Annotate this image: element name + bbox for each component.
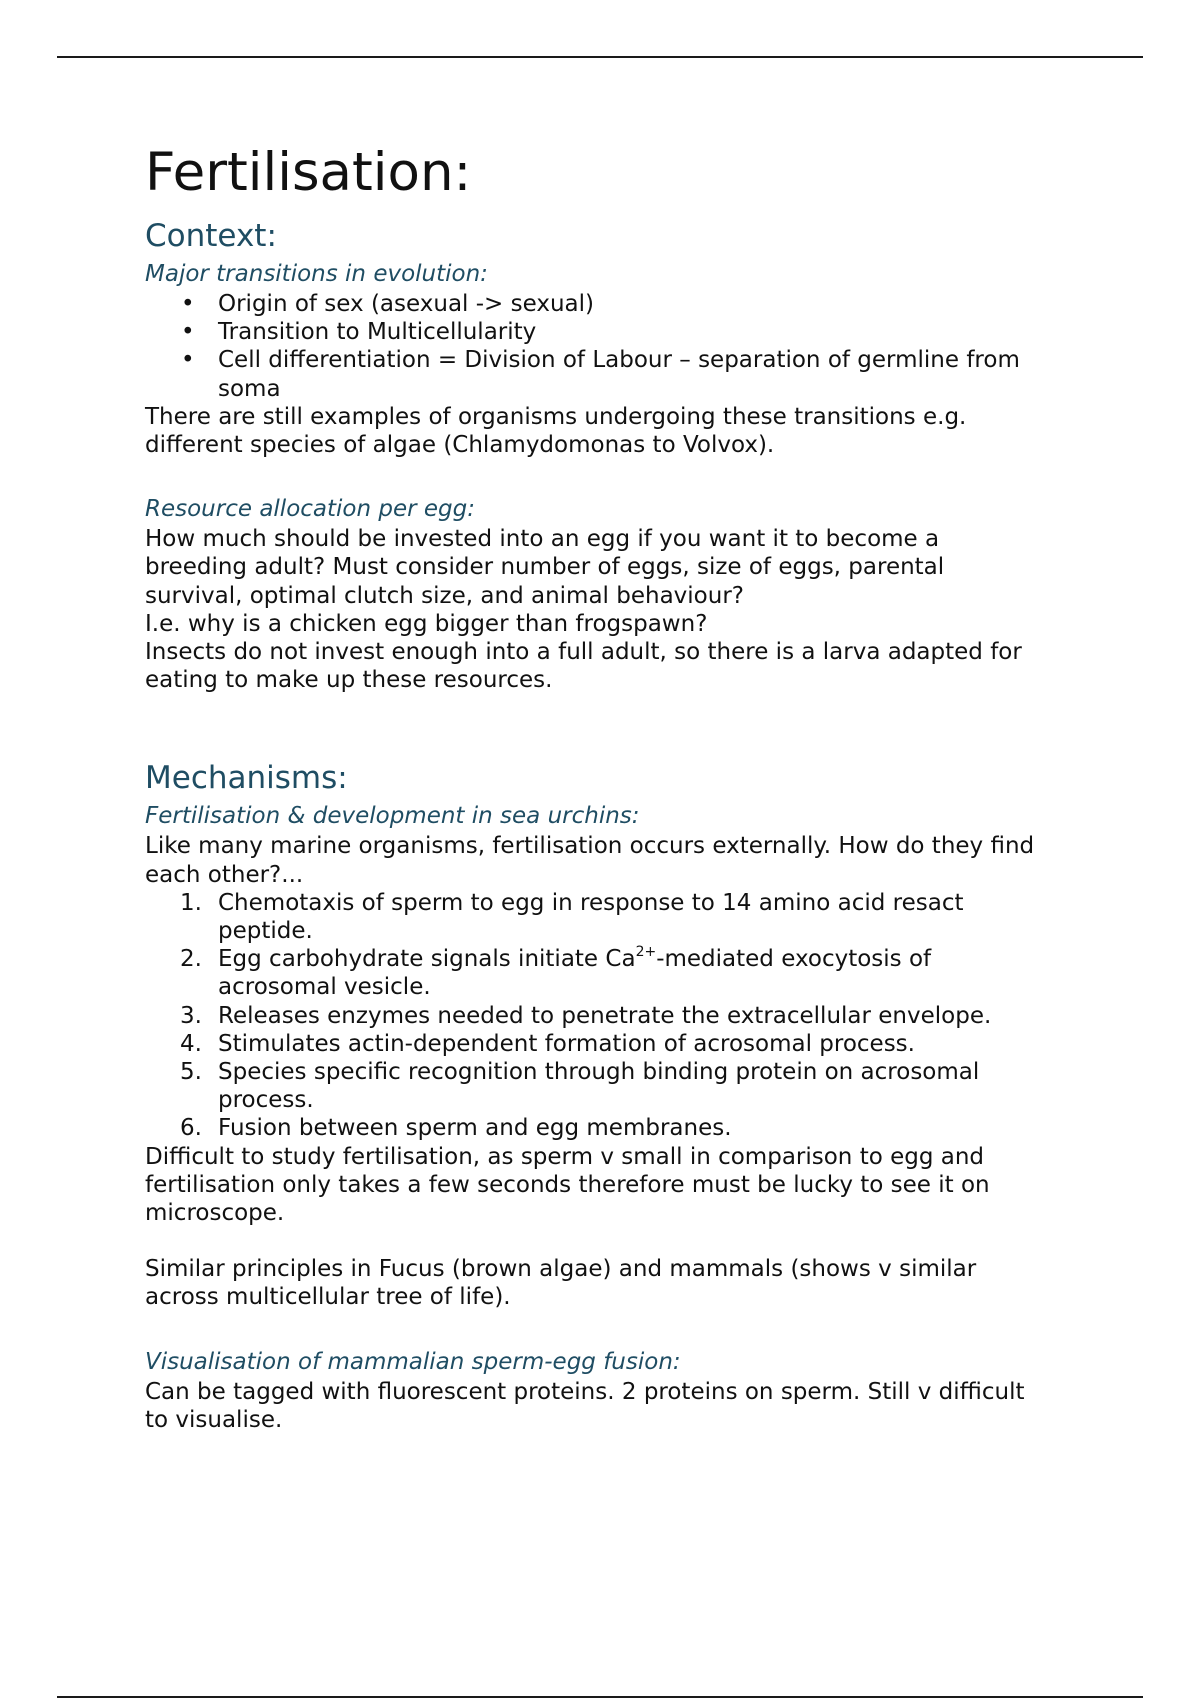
step-number: 5. xyxy=(180,1059,202,1086)
resource-paragraph-1: How much should be invested into an egg if you want it to become a breeding adult? Must consider number of eggs, size of eggs, parental survival, optimal clutch size, and animal behaviour? xyxy=(145,526,945,609)
fertilisation-steps-list xyxy=(145,889,1045,1143)
transitions-subheading: Major transitions in evolution: xyxy=(145,261,488,287)
list-item: 6. Fusion between sperm and egg membranes. xyxy=(180,1115,732,1142)
resource-paragraph-3: Insects do not invest enough into a full adult, so there is a larva adapted for eating to make up these resources. xyxy=(145,639,1022,694)
list-item: • Transition to Multicellularity xyxy=(181,319,537,346)
document-body xyxy=(145,140,1045,1434)
visualisation-paragraph: Can be tagged with fluorescent proteins. 2 proteins on sperm. Still v difficult to visualise. xyxy=(145,1378,1025,1433)
mechanisms-heading: Mechanisms: xyxy=(145,760,348,797)
transitions-paragraph: There are still examples of organisms undergoing these transitions e.g. different species of algae (Chlamydomonas to Volvox). xyxy=(145,403,967,459)
list-item: 3. Releases enzymes needed to penetrate the extracellular envelope. xyxy=(180,1002,992,1029)
list-item: • Cell differentiation = Division of Labour – separation of germline from soma xyxy=(181,347,1020,402)
visualisation-subheading: Visualisation of mammalian sperm-egg fusion: xyxy=(145,1348,681,1375)
bullet-icon: • xyxy=(181,347,195,374)
list-item: 2. Egg carbohydrate signals initiate $Ca^{2+}$-mediated exocytosis of acrosomal vesicle. xyxy=(180,944,932,1001)
bullet-icon: • xyxy=(181,319,195,346)
sea-urchins-intro: Like many marine organisms, fertilisation occurs externally. How do they find each other?... xyxy=(145,833,1035,888)
similar-principles-paragraph: Similar principles in Fucus (brown algae) and mammals (shows v similar across multicellular tree of life). xyxy=(145,1256,977,1311)
bullet-icon: • xyxy=(181,291,195,317)
difficulty-paragraph: Difficult to study fertilisation, as sperm v small in comparison to egg and fertilisation only takes a few seconds therefore must be lucky to see it on microscope. xyxy=(145,1143,990,1227)
list-item: 1. Chemotaxis of sperm to egg in response to 14 amino acid resact peptide. xyxy=(180,889,964,945)
superscript: 2+ xyxy=(635,944,657,961)
step-number: 3. xyxy=(180,1002,202,1029)
list-item: • Origin of sex (asexual -> sexual) xyxy=(181,291,594,317)
context-heading: Context: xyxy=(145,218,277,254)
page-title: Fertilisation: xyxy=(145,142,472,203)
resource-paragraph-2: I.e. why is a chicken egg bigger than frogspawn? xyxy=(145,610,708,637)
list-item: 4. Stimulates actin-dependent formation of acrosomal process. xyxy=(180,1030,915,1057)
step-number: 2. xyxy=(180,946,202,973)
step-number: 1. xyxy=(180,889,202,916)
resource-subheading: Resource allocation per egg: xyxy=(145,496,475,523)
transitions-list xyxy=(145,290,1045,403)
sea-urchins-subheading: Fertilisation & development in sea urchins: xyxy=(145,803,640,830)
bottom-rule xyxy=(57,1696,1143,1698)
step-number: 6. xyxy=(180,1115,202,1142)
list-item: 5. Species specific recognition through binding protein on acrosomal process. xyxy=(180,1059,980,1114)
top-rule xyxy=(57,56,1143,58)
step-number: 4. xyxy=(180,1030,202,1057)
